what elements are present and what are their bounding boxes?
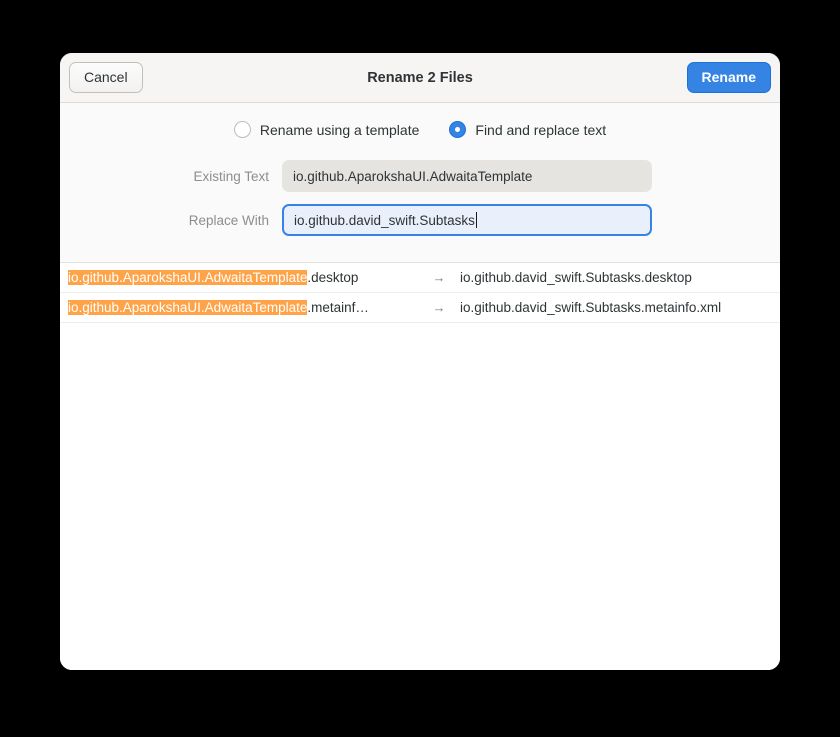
radio-circle-icon[interactable] <box>234 121 251 138</box>
replace-with-field[interactable] <box>282 204 652 236</box>
rename-form <box>60 103 780 263</box>
arrow-icon: → <box>432 270 446 285</box>
radio-label-find-replace: Find and replace text <box>475 121 607 138</box>
dialog-title: Rename 2 Files <box>367 69 473 86</box>
table-row[interactable] <box>60 263 780 293</box>
replace-with-label: Replace With <box>188 212 269 228</box>
table-row[interactable] <box>60 293 780 323</box>
old-file-name <box>68 270 418 285</box>
arrow-icon: → <box>432 300 446 315</box>
dialog-header-bar <box>60 53 780 103</box>
new-file-name: io.github.david_swift.Subtasks.desktop <box>460 270 692 285</box>
match-highlight: io.github.AparokshaUI.AdwaitaTemplate <box>68 270 308 285</box>
existing-text-field[interactable] <box>282 160 652 192</box>
radio-option-template[interactable] <box>234 121 420 138</box>
radio-option-find-replace[interactable] <box>449 121 606 138</box>
old-file-name <box>68 300 418 315</box>
new-file-name: io.github.david_swift.Subtasks.metainfo.xml <box>460 300 722 315</box>
radio-label-template: Rename using a template <box>259 121 420 138</box>
old-file-name-rest: .metainf… <box>307 300 369 315</box>
rename-dialog <box>60 53 780 670</box>
match-highlight: io.github.AparokshaUI.AdwaitaTemplate <box>68 300 308 315</box>
radio-circle-selected-icon[interactable] <box>449 121 466 138</box>
file-preview-list <box>60 263 780 670</box>
cancel-button[interactable]: Cancel <box>69 62 143 94</box>
existing-text-row <box>60 160 780 192</box>
rename-button[interactable]: Rename <box>687 62 771 94</box>
replace-with-value: io.github.david_swift.Subtasks <box>294 212 475 228</box>
existing-text-label: Existing Text <box>193 168 269 184</box>
mode-radio-group <box>60 121 780 138</box>
existing-text-value: io.github.AparokshaUI.AdwaitaTemplate <box>293 168 533 184</box>
old-file-name-rest: .desktop <box>307 270 359 285</box>
replace-with-row <box>60 204 780 236</box>
text-caret <box>476 212 477 228</box>
